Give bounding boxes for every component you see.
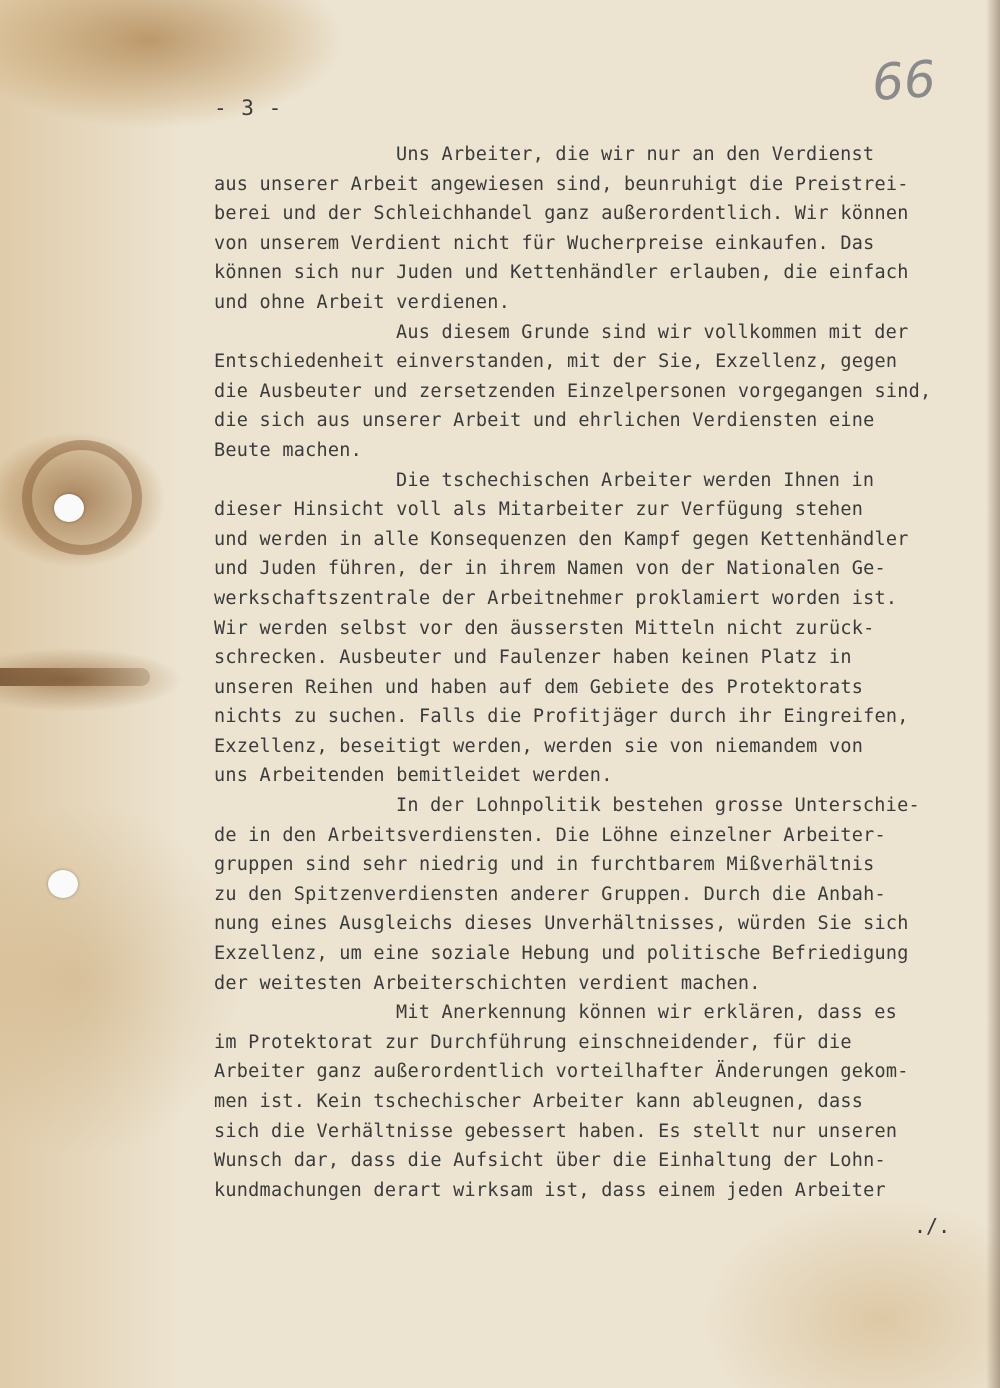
text-line: uns Arbeitenden bemitleidet werden. [214, 765, 613, 787]
text-line: Mit Anerkennung können wir erklären, dass es [396, 1002, 898, 1024]
text-line: werkschaftszentrale der Arbeitnehmer proklamiert worden ist. [214, 587, 898, 609]
punch-hole-lower [48, 870, 78, 898]
text-line: In der Lohnpolitik bestehen grosse Unterschie- [396, 795, 920, 817]
folio-number: 66 [870, 49, 938, 113]
text-line: gruppen sind sehr niedrig und in furchtbarem Mißverhältnis [214, 854, 875, 876]
text-line: aus unserer Arbeit angewiesen sind, beunruhigt die Preistrei- [214, 173, 909, 195]
text-line: schrecken. Ausbeuter und Faulenzer haben keinen Platz in [214, 647, 852, 669]
text-line: und werden in alle Konsequenzen den Kampf gegen Kettenhändler [214, 528, 909, 550]
text-line: Aus diesem Grunde sind wir vollkommen mit der [396, 321, 909, 343]
text-line: Exzellenz, um eine soziale Hebung und politische Befriedigung [214, 943, 909, 965]
text-line: men ist. Kein tschechischer Arbeiter kann ableugnen, dass [214, 1091, 864, 1112]
text-line: Uns Arbeiter, die wir nur an den Verdienst [396, 144, 875, 165]
text-line: de in den Arbeitsverdiensten. Die Löhne einzelner Arbeiter- [214, 824, 886, 846]
text-line: unseren Reihen und haben auf dem Gebiete des Protektorats [214, 676, 864, 698]
text-line: Wir werden selbst vor den äussersten Mitteln nicht zurück- [214, 617, 875, 639]
text-line: Entschiedenheit einverstanden, mit der Sie, Exzellenz, gegen [214, 351, 898, 373]
text-line: können sich nur Juden und Kettenhändler erlauben, die einfach [214, 262, 909, 284]
text-line: im Protektorat zur Durchführung einschneidender, für die [214, 1031, 852, 1053]
text-line: sich die Verhältnisse gebessert haben. Es stellt nur unseren [214, 1120, 898, 1142]
text-line: Beute machen. [214, 439, 363, 461]
text-line: die sich aus unserer Arbeit und ehrlichen Verdiensten eine [214, 410, 875, 432]
text-line: berei und der Schleichhandel ganz außerordentlich. Wir können [214, 203, 909, 225]
burn-band [0, 668, 150, 686]
text-line: kundmachungen derart wirksam ist, dass einem jeden Arbeiter [214, 1179, 886, 1201]
burn-stain [22, 440, 142, 555]
text-line: der weitesten Arbeiterschichten verdient machen. [214, 972, 761, 994]
text-line: von unserem Verdient nicht für Wucherpreise einkaufen. Das [214, 232, 875, 254]
text-line: und Juden führen, der in ihrem Namen von der Nationalen Ge- [214, 558, 886, 580]
punch-hole-upper [54, 494, 84, 522]
page-number: - 3 - [214, 96, 283, 120]
text-line: nung eines Ausgleichs dieses Unverhältnisses, würden Sie sich [214, 913, 909, 935]
text-line: Exzellenz, beseitigt werden, werden sie von niemandem von [214, 735, 864, 757]
text-line: zu den Spitzenverdiensten anderer Gruppen. Durch die Anbah- [214, 883, 886, 905]
text-line: nichts zu suchen. Falls die Profitjäger durch ihr Eingreifen, [214, 706, 909, 728]
text-line: Die tschechischen Arbeiter werden Ihnen in [396, 469, 875, 491]
text-line: dieser Hinsicht voll als Mitarbeiter zur Verfügung stehen [214, 499, 864, 521]
text-line: Arbeiter ganz außerordentlich vorteilhafter Änderungen gekom- [214, 1061, 909, 1083]
text-line: die Ausbeuter und zersetzenden Einzelpersonen vorgegangen sind, [214, 380, 932, 402]
continuation-mark: ./. [914, 1214, 951, 1238]
text-line: und ohne Arbeit verdienen. [214, 291, 511, 313]
body-text [214, 140, 994, 1205]
text-line: Wunsch dar, dass die Aufsicht über die Einhaltung der Lohn- [214, 1150, 886, 1172]
